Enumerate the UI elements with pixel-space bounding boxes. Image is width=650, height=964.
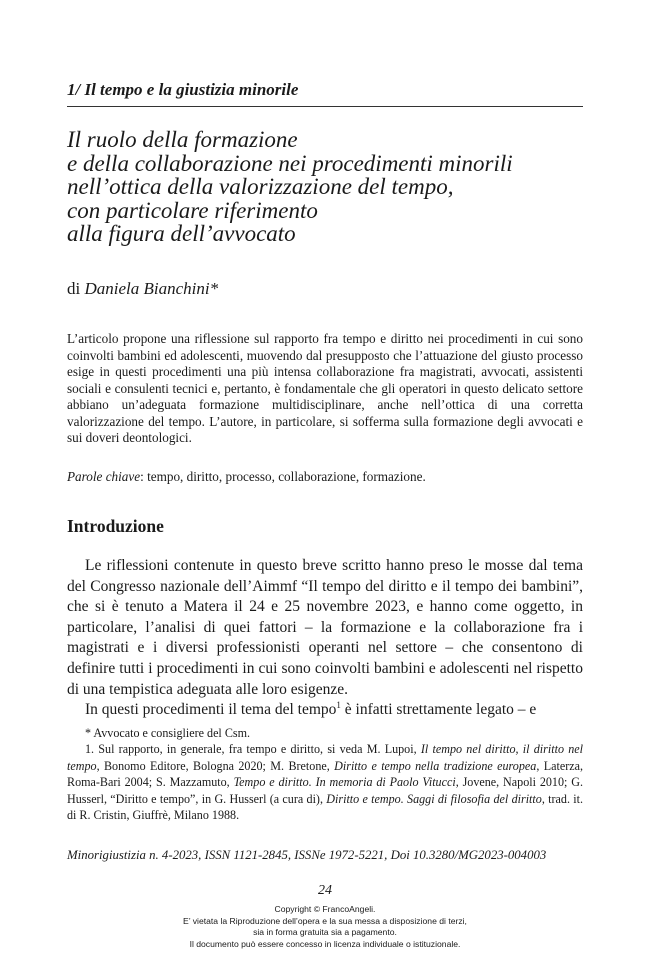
- copyright-line: E’ vietata la Riproduzione dell’opera e la sua messa a disposizione di terzi,: [183, 915, 467, 926]
- copyright-line: Il documento può essere concesso in licenza individuale o istituzionale.: [189, 938, 461, 949]
- article-title-line: e della collaborazione nei procedimenti minorili: [67, 150, 513, 176]
- footnote-title: Diritto e tempo nella tradizione europea: [334, 758, 537, 773]
- abstract: L’articolo propone una riflessione sul rapporto fra tempo e diritto nei procedimenti in cui sono coinvolti bambini ed adolescenti, muovendo dal presupposto che l’attuazione del giusto processo esige in questi procedimenti una più intensa collaborazione fra magistrati, avvocati, assistenti sociali e consulenti tecnici e, pertanto, è fondamentale che gli operatori in questo delicato settore abbiano un’adeguata formazione multidisciplinare, anche nell’ottica di una corretta valorizzazione del tempo. L’autore, in particolare, si sofferma sulla formazione degli avvocati e sui doveri deontologici.: [67, 331, 583, 445]
- section-heading: Introduzione: [67, 516, 164, 536]
- author-prefix: di: [67, 279, 81, 298]
- footnote-text: , Bonomo Editore, Bologna 2020; M. Bretone,: [96, 758, 335, 773]
- journal-citation: Minorigiustizia n. 4-2023, ISSN 1121-2845, ISSNe 1972-5221, Doi 10.3280/MG2023-004003: [67, 848, 547, 862]
- article-title-line: alla figura dell’avvocato: [67, 221, 296, 247]
- footnote-text: 1. Sul rapporto, in generale, fra tempo e diritto, si veda M. Lupoi,: [85, 742, 421, 757]
- header-rule: [67, 106, 583, 107]
- paragraph-text: è infatti strettamente legato – e: [340, 701, 537, 719]
- article-title-line: Il ruolo della formazione: [67, 127, 298, 152]
- copyright-notice: [0, 904, 650, 950]
- page-number: 24: [318, 883, 332, 898]
- article-title: [67, 128, 587, 246]
- paragraph-text: In questi procedimenti il tema del tempo: [85, 701, 337, 719]
- article-title-line: con particolare riferimento: [67, 197, 318, 223]
- footnote-text: , Laterza, Roma-Bari 2004; S. Mazzamuto,: [67, 758, 583, 790]
- body-paragraph: Le riflessioni contenute in questo breve scritto hanno preso le mosse dal tema del Congresso nazionale dell’Aimmf “Il tempo del diritto e il tempo dei bambini”, che si è tenuto a Matera il 24 e 25 novembre 2023, e hanno come oggetto, in particolare, l’analisi di quei fattori – la formazione e la collaborazione fra i magistrati e i diversi professionisti operanti nel settore – che consentono di definire tutti i procedimenti in cui sono coinvolti bambini e adolescenti nel rispetto di una tempistica adeguata alle loro esigenze.: [67, 557, 583, 698]
- article-title-line: nell’ottica della valorizzazione del tempo,: [67, 174, 454, 200]
- copyright-line: sia in forma gratuita sia a pagamento.: [253, 927, 397, 938]
- keywords-text: : tempo, diritto, processo, collaborazione, formazione.: [140, 469, 426, 484]
- footnote-title: Il tempo nel diritto, il diritto nel tempo: [67, 742, 583, 773]
- body-paragraph: [67, 700, 583, 721]
- footnote-title: Tempo e diritto. In memoria di Paolo Vitucci: [233, 775, 456, 790]
- footnote-title: Diritto e tempo. Saggi di filosofia del diritto: [326, 791, 542, 806]
- keywords: [67, 469, 583, 485]
- keywords-label: Parole chiave: [67, 469, 141, 484]
- footnotes: [67, 725, 583, 823]
- body-text: [67, 556, 583, 721]
- copyright-line: Copyright © FrancoAngeli.: [274, 904, 376, 914]
- footnote-text: , Jovene, Napoli 2010; G. Husserl, “Diritto e tempo”, in G. Husserl (a cura di),: [67, 775, 583, 806]
- section-title: 1/ Il tempo e la giustizia minorile: [67, 80, 299, 99]
- footnote-text: , trad. it. di R. Cristin, Giuffrè, Milano 1988.: [67, 791, 584, 823]
- author-name: Daniela Bianchini*: [84, 279, 219, 298]
- author-line: [67, 279, 218, 299]
- footnote-1: [67, 741, 583, 823]
- footnote-star: * Avvocato e consigliere del Csm.: [85, 726, 251, 740]
- footnote-ref-link[interactable]: 1: [336, 700, 341, 711]
